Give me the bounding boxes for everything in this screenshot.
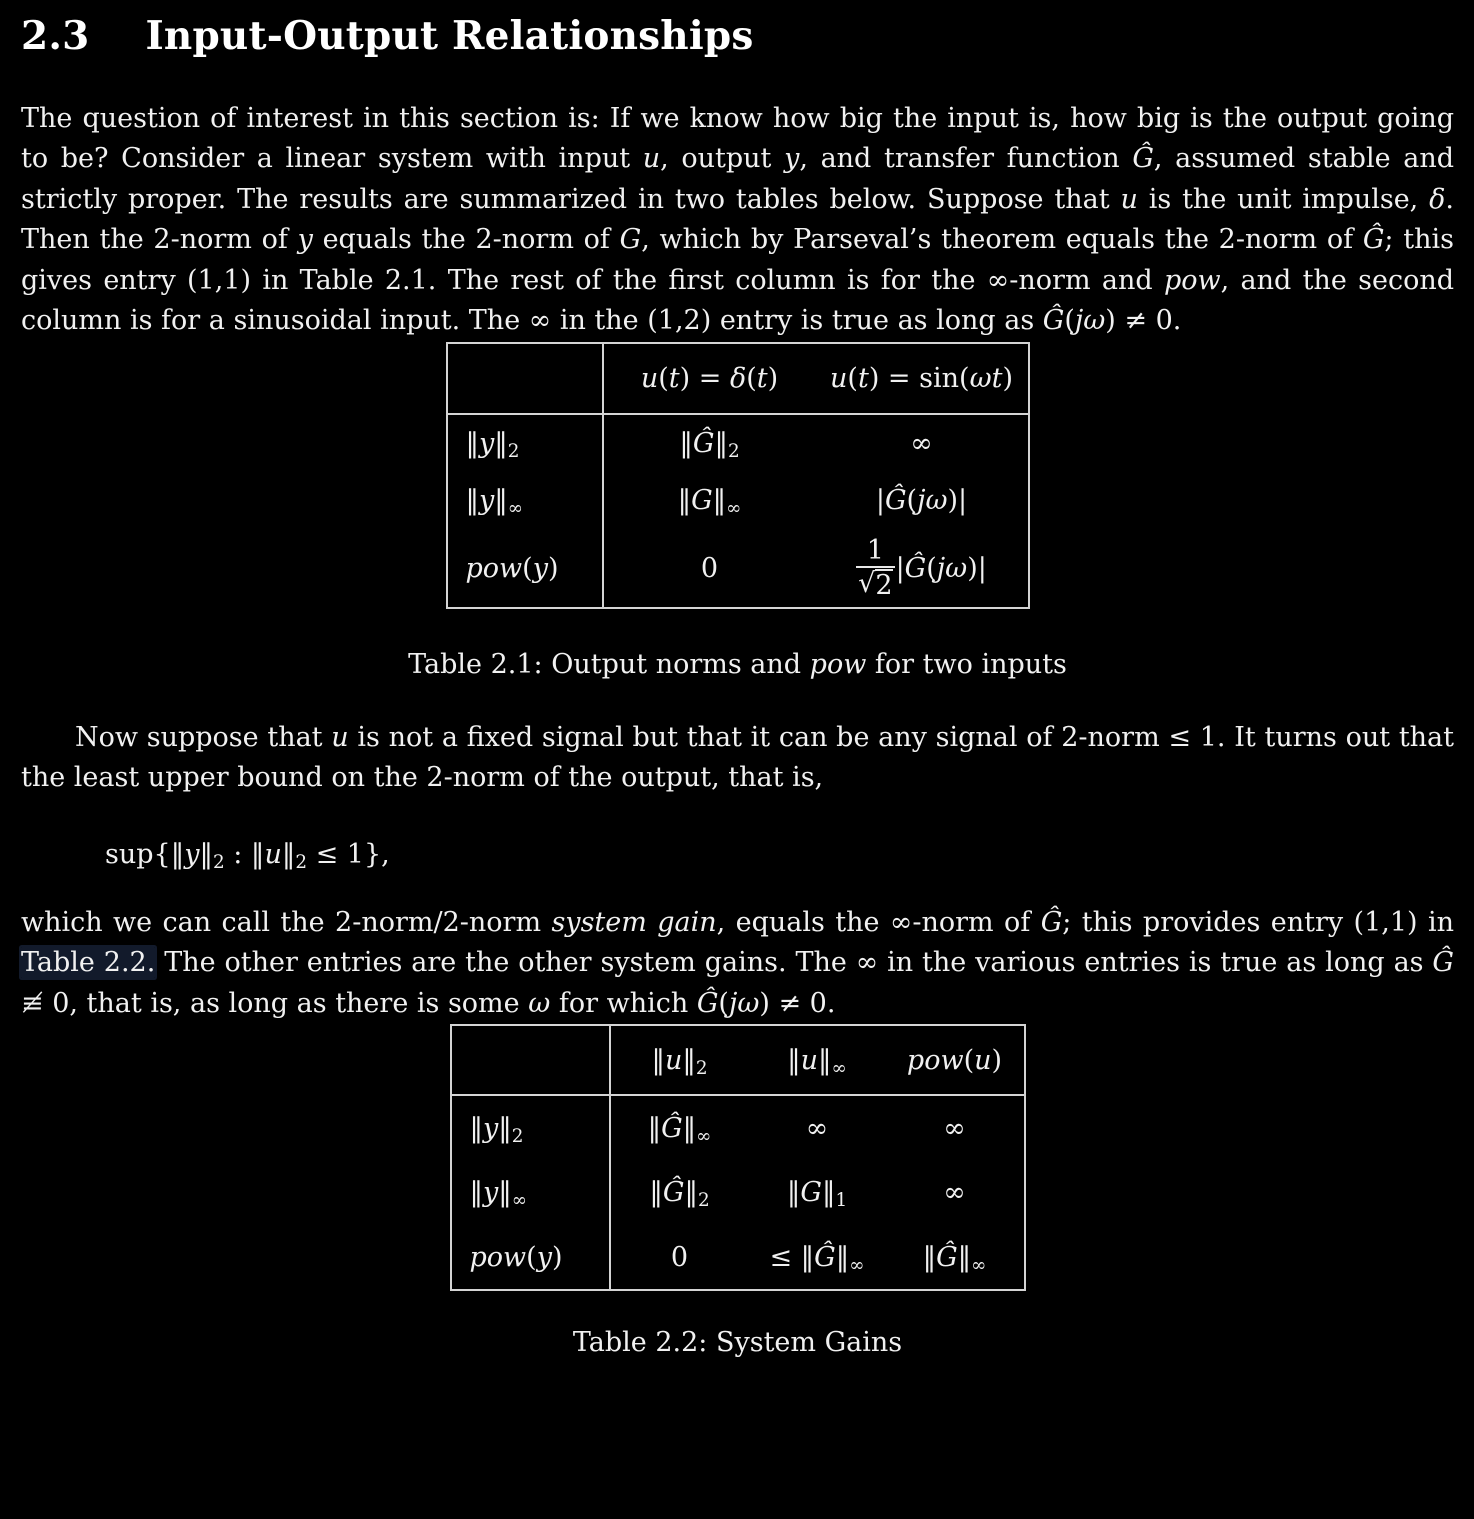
table-2-1-caption: Table 2.1: Output norms and pow for two inputs (408, 648, 1067, 680)
section-heading (21, 14, 1454, 59)
fraction-numerator: 1 (866, 534, 884, 566)
crossref-highlight[interactable]: Table 2.2. (21, 947, 156, 979)
table-cell: 0 (670, 1241, 689, 1273)
row-label: $‖y‖_\infty$ (447, 472, 603, 530)
table-row (447, 472, 1029, 530)
paragraph-intro: The question of interest in this section is: If we know how big the input is, how big is the output going to be? Consider a linear system with input u, output y, and transfer function Ĝ, assumed stable and strictly proper. The results are summarized in two tables below. Suppose that u is the unit impulse, δ. Then the 2-norm of y equals the 2-norm of G, which by Parseval’s theorem equals the 2-norm of Ĝ; this gives entry (1,1) in Table 2.1. The rest of the first column is for the ∞-norm and pow, and the second column is for a sinusoidal input. The ∞ in the (1,2) entry is true as long as Ĝ(jω) ≠ 0. (21, 102, 1454, 337)
paragraph-system-gain: which we can call the 2-norm/2-norm system gain, equals the ∞-norm of Ĝ; this provides entry (1,1) in Table 2.2. The other entries are the other system gains. The ∞ in the various entries is true as long as Ĝ ≢ 0, that is, as long as there is some ω for which Ĝ(jω) ≠ 0. (21, 906, 1454, 1019)
table-cell: ∞ (943, 1177, 966, 1209)
table-header-cell: u(t) = δ(t) (603, 343, 816, 414)
fraction-trailing-term: |Ĝ(jω)| (895, 552, 987, 584)
section-title: Input-Output Relationships (145, 13, 754, 59)
table-cell: |Ĝ(jω)| (875, 485, 968, 517)
table-2-1-header-row (447, 343, 1029, 414)
table-header-cell: $‖u‖_\infty$ (749, 1025, 886, 1095)
paragraph-now-suppose: Now suppose that u is not a fixed signal but that it can be any signal of 2-norm ≤ 1. It turns out that the least upper bound on the 2-norm of the output, that is, (21, 721, 1455, 794)
corner-cell (447, 343, 603, 414)
radicand: 2 (875, 570, 893, 602)
table-cell (816, 530, 1029, 608)
display-formula: $sup\{‖y‖_2$ : $‖u‖_2 \le 1$}, (105, 838, 390, 873)
table-2-1 (446, 342, 1030, 609)
table-row (447, 414, 1029, 472)
table-cell: $‖Ĝ‖_2$ (679, 427, 740, 462)
table-header-cell: $‖u‖_2$ (610, 1025, 749, 1095)
row-label: pow(y) (447, 530, 603, 608)
row-label: $‖y‖_\infty$ (451, 1160, 610, 1225)
table-cell: $‖Ĝ‖_\infty$ (647, 1112, 712, 1147)
section-number: 2.3 (21, 13, 90, 59)
table-cell: $‖Ĝ‖_\infty$ (922, 1241, 987, 1276)
table-header-cell: u(t) = sin(ωt) (816, 343, 1029, 414)
table-cell: ≤ $‖Ĝ‖_\infty$ (769, 1241, 865, 1276)
fraction (856, 536, 894, 601)
table-2-2-caption: Table 2.2: System Gains (572, 1327, 903, 1359)
table-header-cell: pow(u) (886, 1025, 1025, 1095)
row-label: $‖y‖_2$ (451, 1095, 610, 1160)
table-cell: ∞ (943, 1112, 966, 1144)
table-row (451, 1225, 1025, 1290)
radical-sign: √ (858, 568, 876, 600)
table-cell: $‖G‖_\infty$ (677, 485, 742, 520)
row-label: pow(y) (451, 1225, 610, 1290)
table-2-2-header-row (451, 1025, 1025, 1095)
fraction-denominator (856, 568, 894, 601)
row-label: $‖y‖_2$ (447, 414, 603, 472)
table-cell: ∞ (805, 1112, 829, 1144)
fraction-cell (816, 536, 1028, 601)
table-cell: ∞ (910, 427, 933, 459)
table-row (451, 1160, 1025, 1225)
table-row (451, 1095, 1025, 1160)
corner-cell (451, 1025, 610, 1095)
table-cell: $‖Ĝ‖_2$ (649, 1177, 710, 1212)
table-cell: 0 (700, 552, 719, 584)
table-2-2 (450, 1024, 1026, 1291)
table-row (447, 530, 1029, 608)
table-cell: $‖G‖_1$ (786, 1177, 848, 1212)
